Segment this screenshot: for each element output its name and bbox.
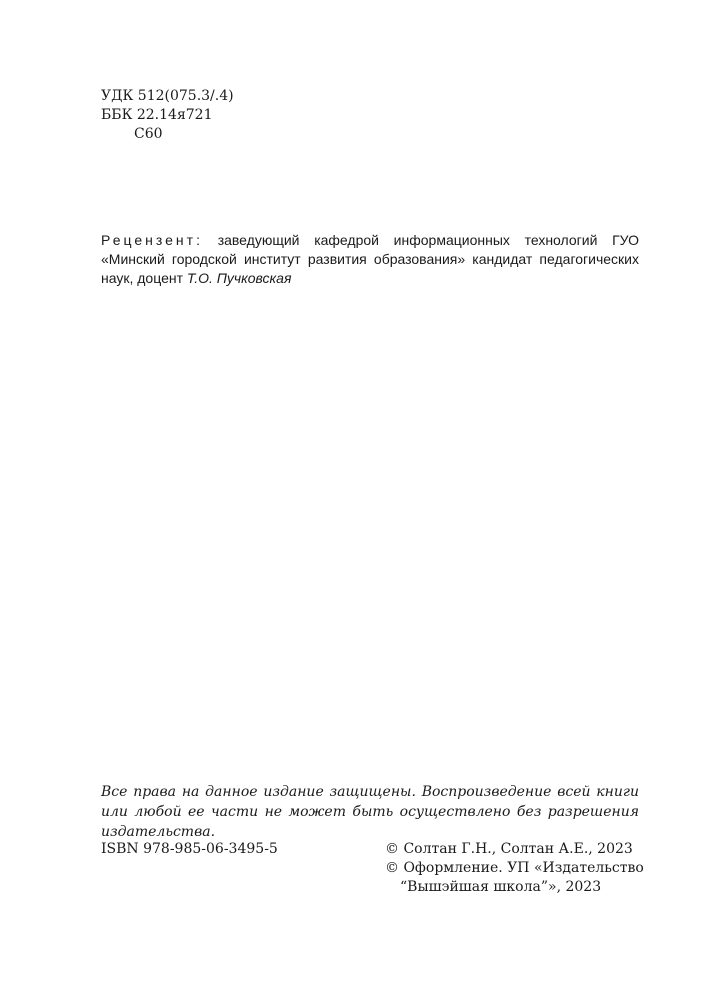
copyright-block — [385, 840, 644, 897]
rights-notice: Все права на данное издание защищены. Воспроизведение всей книги или любой ее части не может быть осуществлено без разрешения издательства. — [101, 784, 639, 840]
copyright-authors: © Солтан Г.Н., Солтан А.Е., 2023 — [385, 841, 633, 857]
author-code: С60 — [134, 126, 163, 142]
reviewer-text: заведующий кафедрой информационных технологий ГУО «Минский городской институт развития образования» кандидат педагогических наук, доцент — [101, 232, 639, 286]
reviewer-role: Рецензент: — [101, 232, 203, 248]
reviewer-name: Т.О. Пучковская — [186, 270, 292, 286]
isbn: ISBN 978-985-06-3495-5 — [101, 841, 278, 857]
classification-block — [101, 87, 234, 144]
udk-code: УДК 512(075.3/.4) — [101, 88, 234, 104]
copyright-design: © Оформление. УП «Издательство — [385, 860, 644, 876]
reviewer-paragraph — [101, 231, 639, 288]
copyright-publisher: “Вышэйшая школа”», 2023 — [400, 879, 602, 895]
bbk-code: ББК 22.14я721 — [101, 107, 213, 123]
